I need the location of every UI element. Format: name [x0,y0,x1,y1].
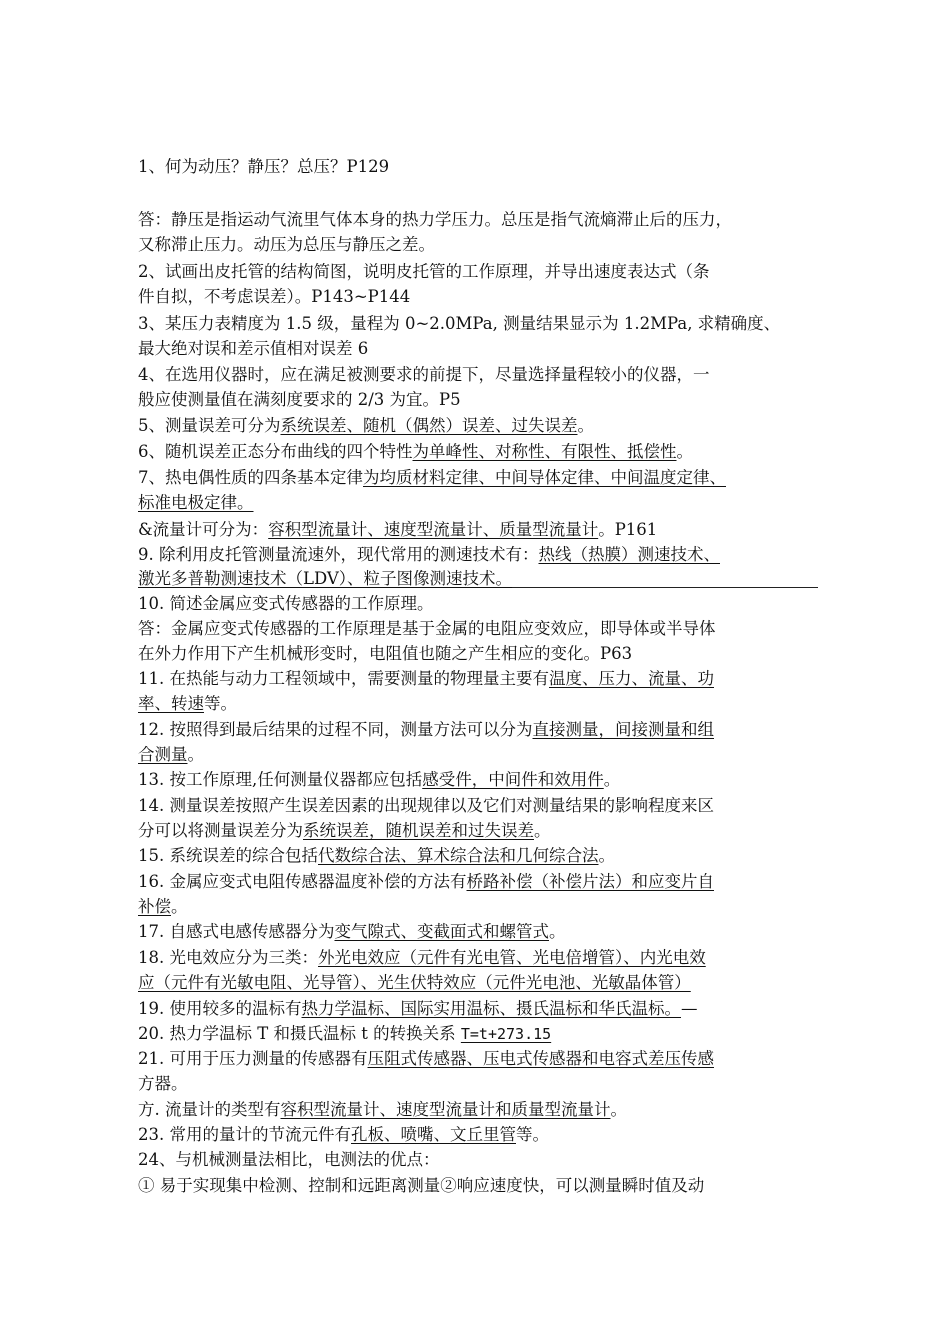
text-segment: &流量计可分为： [138,520,269,539]
text-line [138,543,828,567]
text-segment: 16. 金属应变式电阻传感器温度补偿的方法有 [138,872,467,891]
text-segment: 方器。 [138,1074,188,1093]
text-line [138,617,828,641]
text-line [138,567,828,591]
underlined-answer: 压阻式传感器、压电式传感器和电容式差压传感 [367,1049,714,1068]
text-segment: 。 [598,846,615,865]
text-line [138,997,828,1021]
text-segment: 又称滞止压力。动压为总压与静压之差。 [138,235,435,254]
underlined-answer: 为均质材料定律、中间导体定律、中间温度定律、 [363,468,726,487]
underlined-answer: 激光多普勒测速技术（LDV）、粒子图像测速技术。 [138,569,513,588]
text-line [138,946,828,970]
text-line [138,414,828,438]
text-line [138,491,828,515]
text-segment: 10. 简述金属应变式传感器的工作原理。 [138,594,434,613]
underlined-answer: 标准电极定律。 [138,493,254,512]
underlined-answer: 代数综合法、算术综合法和几何综合法 [318,846,599,865]
text-segment: 17. 自感式电感传感器分为 [138,922,335,941]
text-segment: 等。 [516,1125,549,1144]
text-segment: 15. 系统误差的综合包括 [138,846,318,865]
underlined-answer: 外光电效应（元件有光电管、光电倍增管）、内光电效 [318,948,706,967]
text-line [138,920,828,944]
text-segment: 件自拟，不考虑误差）。P143~P144 [138,287,411,306]
text-segment: 答：静压是指运动气流里气体本身的热力学压力。总压是指气流熵滞止后的压力， [138,210,732,229]
text-line [138,1123,828,1147]
underlined-answer: 桥路补偿（补偿片法）和应变片自 [466,872,714,891]
underlined-answer: 感受件，中间件和效用件 [422,770,604,789]
text-line [138,1174,828,1198]
text-segment: 13. 按工作原理,任何测量仪器都应包括 [138,770,423,789]
text-segment: 5、测量误差可分为 [138,416,281,435]
underlined-answer: 孔板、喷嘴、文丘里管 [351,1125,516,1144]
underlined-answer: 变气隙式、变截面式和螺管式 [334,922,549,941]
text-segment: 最大绝对误和差示值相对误差 6 [138,339,369,358]
text-segment: 1、何为动压？静压？总压？P129 [138,157,390,176]
text-line [138,337,828,361]
text-line [138,642,828,666]
text-segment: 。 [577,416,594,435]
underlined-answer: 系统误差、随机（偶然）误差、过失误差 [280,416,578,435]
text-segment: 14. 测量误差按照产生误差因素的出现规律以及它们对测量结果的影响程度来区 [138,796,714,815]
text-segment: 在外力作用下产生机械形变时，电阻值也随之产生相应的变化。P63 [138,644,633,663]
text-line [138,692,828,716]
underlined-answer: 系统误差，随机误差和过失误差 [303,821,534,840]
text-segment: 般应使测量值在满刻度要求的 2/3 为宜。P5 [138,390,461,409]
text-line [138,312,828,336]
underlined-answer: 容积型流量计、速度型流量计和质量型流量计 [280,1100,611,1119]
text-line [138,155,828,179]
text-segment: 。 [534,821,551,840]
underlined-answer: 补偿 [138,897,171,916]
text-segment: 18. 光电效应分为三类： [138,948,318,967]
text-line [138,794,828,818]
underlined-answer: 热力学温标、国际实用温标、摄氏温标和华氏温标。 [301,999,681,1018]
text-line [138,1047,828,1071]
underlined-answer: 温度、压力、流量、功 [549,669,714,688]
text-segment: 20. 热力学温标 T 和摄氏温标 t 的转换关系 [138,1024,461,1043]
text-line [138,1072,828,1096]
text-segment: 方. 流量计的类型有 [138,1100,281,1119]
text-line [138,233,828,257]
text-segment: 23. 常用的量计的节流元件有 [138,1125,351,1144]
text-segment: ① 易于实现集中检测、控制和远距离测量②响应速度快，可以测量瞬时值及动 [138,1176,705,1195]
text-segment: 分可以将测量误差分为 [138,821,303,840]
text-line [138,971,828,995]
text-line [138,667,828,691]
text-line [138,768,828,792]
text-segment: 21. 可用于压力测量的传感器有 [138,1049,368,1068]
underlined-answer: 热线（热膜）测速技术、 [538,545,720,564]
text-line [138,208,828,232]
text-line [138,870,828,894]
text-line [138,388,828,412]
underlined-answer: 直接测量，间接测量和组 [532,720,714,739]
text-segment: 。 [603,770,621,789]
text-line [138,1148,828,1172]
text-segment: 。 [187,745,204,764]
text-segment: 。 [610,1100,627,1119]
text-segment: 答：金属应变式传感器的工作原理是基于金属的电阻应变效应，即导体或半导体 [138,619,716,638]
text-segment: 3、某压力表精度为 1.5 级，量程为 0~2.0MPa, 测量结果显示为 1.2MPa, 求精确度、 [138,314,781,333]
text-line [138,1098,828,1122]
text-line [138,285,828,309]
text-line [138,844,828,868]
text-line [138,1022,828,1046]
text-line [138,718,828,742]
text-segment: 19. 使用较多的温标有 [138,999,302,1018]
text-segment: 。 [676,442,693,461]
text-segment: 等。 [204,694,237,713]
text-line [138,819,828,843]
text-segment: 。 [549,922,566,941]
text-segment: 9. 除利用皮托管测量流速外，现代常用的测速技术有： [138,545,539,564]
underlined-answer: 为单峰性、对称性、有限性、抵偿性 [412,442,677,461]
text-segment: 12. 按照得到最后结果的过程不同，测量方法可以分为 [138,720,533,739]
underlined-answer: T=t+273.15 [460,1025,552,1043]
underlined-answer: 率、转速 [138,694,204,713]
text-line [138,440,828,464]
underlined-answer: 应（元件有光敏电阻、光导管）、光生伏特效应（元件光电池、光敏晶体管） [138,973,691,992]
text-segment: 。 [171,897,188,916]
text-line [138,592,828,616]
text-line [138,260,828,284]
text-segment: 4、在选用仪器时，应在满足被测要求的前提下，尽量选择量程较小的仪器，一 [138,365,710,384]
text-segment: — [681,999,698,1018]
underlined-answer: 合测量 [138,745,188,764]
text-segment: 11. 在热能与动力工程领域中，需要测量的物理量主要有 [138,669,549,688]
text-line [138,466,828,490]
text-line [138,518,828,542]
text-segment: 7、热电偶性质的四条基本定律 [138,468,363,487]
text-segment: 。P161 [598,520,658,539]
text-line [138,743,828,767]
text-segment: 6、随机误差正态分布曲线的四个特性 [138,442,413,461]
text-line [138,363,828,387]
text-segment: 2、试画出皮托管的结构简图，说明皮托管的工作原理，并导出速度表达式（条 [138,262,710,281]
text-segment: 24、与机械测量法相比，电测法的优点： [138,1150,440,1169]
underlined-answer: 容积型流量计、速度型流量计、质量型流量计 [268,520,599,539]
text-line [138,895,828,919]
